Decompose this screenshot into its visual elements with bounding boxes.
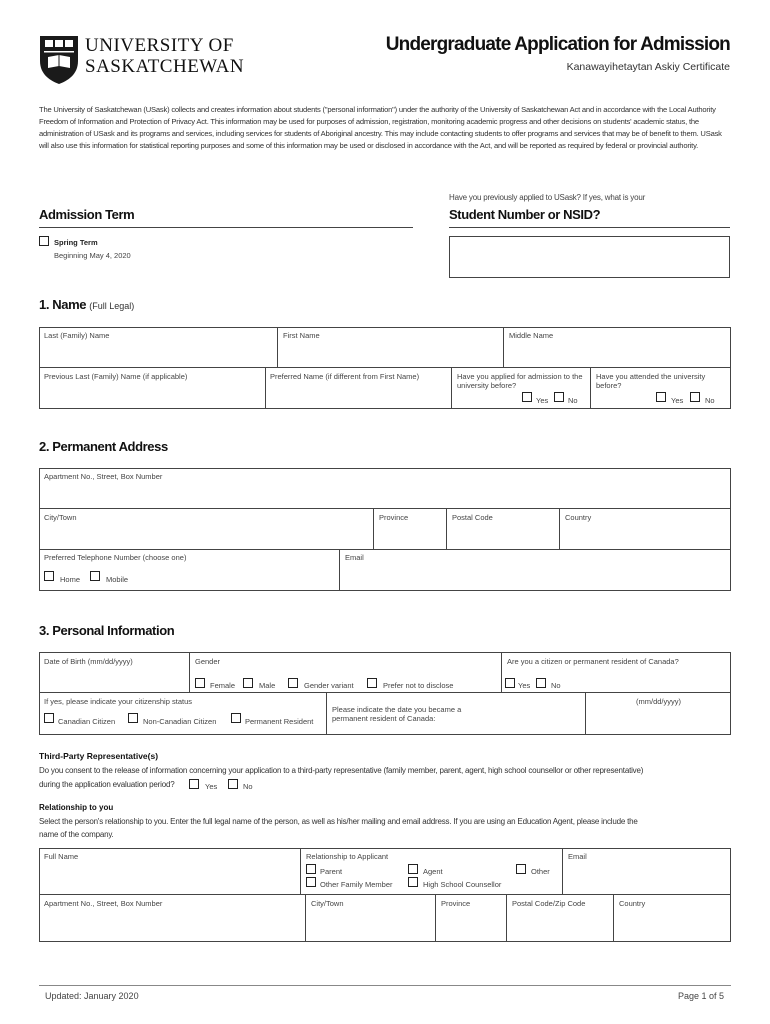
third-party-email-field[interactable]: Email: [568, 852, 587, 861]
relationship-other-family-label: Other Family Member: [320, 880, 393, 889]
third-party-col-divider: [305, 894, 306, 942]
footer-updated: Updated: January 2020: [45, 991, 139, 1001]
form-subtitle: Kanawayihetaytan Askiy Certificate: [566, 61, 730, 73]
third-party-row-divider: [39, 894, 731, 895]
permanent-resident-label: Permanent Resident: [245, 717, 314, 726]
third-party-city-field[interactable]: City/Town: [311, 899, 344, 908]
canadian-citizen-checkbox[interactable]: [44, 713, 54, 723]
address-city-field[interactable]: City/Town: [44, 513, 77, 522]
attended-before-question: Have you attended the university before?: [596, 372, 706, 390]
spring-term-checkbox[interactable]: [39, 236, 49, 246]
consent-question-line1: Do you consent to the release of information concerning your application to a third-party representative (family member, parent, agent, high school counsellor or other representative): [39, 766, 644, 775]
name-col-divider: [277, 327, 278, 368]
relationship-other-family-checkbox[interactable]: [306, 877, 316, 887]
third-party-col-divider: [435, 894, 436, 942]
address-section-heading: 2. Permanent Address: [39, 439, 168, 454]
personal-row-divider: [39, 692, 731, 693]
consent-question-line2: during the application evaluation period?: [39, 780, 175, 789]
applied-before-no-label: No: [568, 396, 578, 405]
gender-label: Gender: [195, 657, 221, 666]
permanent-resident-checkbox[interactable]: [231, 713, 241, 723]
university-crest-icon: [39, 35, 79, 85]
name-table: [39, 327, 731, 409]
spring-term-label: Spring Term: [54, 238, 98, 247]
relationship-agent-label: Agent: [423, 867, 443, 876]
third-party-col-divider: [300, 848, 301, 894]
address-row-divider: [39, 549, 731, 550]
name-col-divider: [265, 367, 266, 409]
address-postal-field[interactable]: Postal Code: [452, 513, 493, 522]
canadian-citizen-label: Canadian Citizen: [58, 717, 116, 726]
pr-date-field[interactable]: (mm/dd/yyyy): [636, 697, 681, 706]
name-heading-text: 1. Name: [39, 297, 87, 312]
relationship-other-checkbox[interactable]: [516, 864, 526, 874]
phone-home-checkbox[interactable]: [44, 571, 54, 581]
relationship-hs-counsellor-label: High School Counsellor: [423, 880, 502, 889]
third-party-postal-field[interactable]: Postal Code/Zip Code: [512, 899, 586, 908]
first-name-field[interactable]: First Name: [283, 331, 320, 340]
address-row-divider: [39, 508, 731, 509]
consent-no-checkbox[interactable]: [228, 779, 238, 789]
student-number-question: Have you previously applied to USask? If yes, what is your: [449, 193, 646, 202]
spring-term-note: Beginning May 4, 2020: [54, 251, 131, 260]
consent-yes-checkbox[interactable]: [189, 779, 199, 789]
logo-line-1: UNIVERSITY OF: [85, 35, 234, 56]
gender-female-checkbox[interactable]: [195, 678, 205, 688]
relationship-parent-label: Parent: [320, 867, 343, 876]
applied-before-question: Have you applied for admission to the university before?: [457, 372, 583, 390]
address-country-field[interactable]: Country: [565, 513, 592, 522]
citizenship-status-label: If yes, please indicate your citizenship status: [44, 697, 192, 706]
name-col-divider: [503, 327, 504, 368]
address-col-divider: [339, 549, 340, 591]
third-party-province-field[interactable]: Province: [441, 899, 471, 908]
name-col-divider: [590, 367, 591, 409]
middle-name-field[interactable]: Middle Name: [509, 331, 554, 340]
third-party-col-divider: [506, 894, 507, 942]
citizen-question: Are you a citizen or permanent resident of Canada?: [507, 657, 679, 666]
personal-col-divider: [189, 652, 190, 692]
personal-col-divider: [585, 692, 586, 735]
address-street-field[interactable]: Apartment No., Street, Box Number: [44, 472, 163, 481]
address-col-divider: [446, 508, 447, 549]
footer-rule: [39, 985, 731, 986]
citizen-no-label: No: [551, 681, 561, 690]
attended-before-no-label: No: [705, 396, 715, 405]
non-canadian-citizen-checkbox[interactable]: [128, 713, 138, 723]
pr-date-question: Please indicate the date you became a permanent resident of Canada:: [332, 705, 462, 723]
phone-label: Preferred Telephone Number (choose one): [44, 553, 187, 562]
attended-before-yes-label: Yes: [671, 396, 684, 405]
footer-page-number: Page 1 of 5: [677, 991, 724, 1001]
relationship-hs-counsellor-checkbox[interactable]: [408, 877, 418, 887]
address-col-divider: [559, 508, 560, 549]
third-party-country-field[interactable]: Country: [619, 899, 646, 908]
gender-female-label: Female: [210, 681, 236, 690]
previous-last-name-field[interactable]: Previous Last (Family) Name (if applicable): [44, 372, 188, 381]
personal-section-heading: 3. Personal Information: [39, 623, 175, 638]
relationship-instructions-line2: name of the company.: [39, 830, 114, 839]
gender-male-label: Male: [259, 681, 276, 690]
gender-male-checkbox[interactable]: [243, 678, 253, 688]
name-section-heading: [39, 297, 134, 312]
admission-term-rule: [39, 227, 413, 228]
personal-col-divider: [501, 652, 502, 692]
phone-mobile-checkbox[interactable]: [90, 571, 100, 581]
third-party-heading: Third-Party Representative(s): [39, 751, 159, 761]
attended-before-no-checkbox[interactable]: [690, 392, 700, 402]
name-row-divider: [39, 367, 731, 368]
name-heading-note: (Full Legal): [89, 301, 135, 311]
phone-home-label: Home: [60, 575, 81, 584]
applied-before-yes-checkbox[interactable]: [522, 392, 532, 402]
student-number-rule: [449, 227, 730, 228]
admission-term-heading: Admission Term: [39, 207, 135, 222]
phone-mobile-label: Mobile: [106, 575, 129, 584]
third-party-col-divider: [562, 848, 563, 894]
citizen-yes-label: Yes: [518, 681, 531, 690]
third-party-table: [39, 848, 731, 942]
address-table: [39, 468, 731, 591]
address-email-field[interactable]: Email: [345, 553, 364, 562]
relationship-instructions-line1: Select the person's relationship to you. Enter the full legal name of the person, as well as his/her mailing and email address. If you are using an Education Agent, please include the: [39, 817, 638, 826]
relationship-label: Relationship to Applicant: [306, 852, 389, 861]
third-party-full-name-field[interactable]: Full Name: [44, 852, 79, 861]
gender-prefer-not-label: Prefer not to disclose: [383, 681, 454, 690]
last-name-field[interactable]: Last (Family) Name: [44, 331, 110, 340]
dob-field[interactable]: Date of Birth (mm/dd/yyyy): [44, 657, 133, 666]
applied-before-no-checkbox[interactable]: [554, 392, 564, 402]
applied-before-yes-label: Yes: [536, 396, 549, 405]
gender-prefer-not-checkbox[interactable]: [367, 678, 377, 688]
student-number-heading: Student Number or NSID?: [449, 207, 601, 222]
personal-col-divider: [326, 692, 327, 735]
name-col-divider: [451, 367, 452, 409]
relationship-agent-checkbox[interactable]: [408, 864, 418, 874]
consent-no-label: No: [243, 782, 253, 791]
non-canadian-citizen-label: Non-Canadian Citizen: [143, 717, 217, 726]
relationship-heading: Relationship to you: [39, 803, 114, 812]
university-logo: [39, 35, 254, 85]
preferred-name-field[interactable]: Preferred Name (if different from First Name): [270, 372, 420, 381]
gender-variant-checkbox[interactable]: [288, 678, 298, 688]
address-province-field[interactable]: Province: [379, 513, 409, 522]
gender-variant-label: Gender variant: [304, 681, 354, 690]
relationship-parent-checkbox[interactable]: [306, 864, 316, 874]
student-number-input[interactable]: [449, 236, 730, 278]
citizen-no-checkbox[interactable]: [536, 678, 546, 688]
form-title: Undergraduate Application for Admission: [385, 34, 730, 55]
third-party-col-divider: [613, 894, 614, 942]
third-party-street-field[interactable]: Apartment No., Street, Box Number: [44, 899, 163, 908]
citizen-yes-checkbox[interactable]: [505, 678, 515, 688]
consent-yes-label: Yes: [205, 782, 218, 791]
logo-line-2: SASKATCHEWAN: [85, 56, 245, 77]
attended-before-yes-checkbox[interactable]: [656, 392, 666, 402]
privacy-notice: The University of Saskatchewan (USask) collects and creates information about students ("personal information") under the authority of the University of Saskatchewan Act and in accordance with the Local Authority Freedom of Information and Protection of Privacy Act. This information may be used for purposes of admission, registration, monitoring academic progress and other decisions on students' academic status, the administration of USask and its programs and services, including services for students of Aboriginal ancestry. This may include contacting students to offer programs and services that may be of benefit to them. USask will also use this information for statistical reporting purposes and some of this information may be used or disclosed in accordance with the Act, and will be reported as required by federal or provincial authority.: [39, 105, 722, 150]
relationship-other-label: Other: [531, 867, 550, 876]
address-col-divider: [373, 508, 374, 549]
